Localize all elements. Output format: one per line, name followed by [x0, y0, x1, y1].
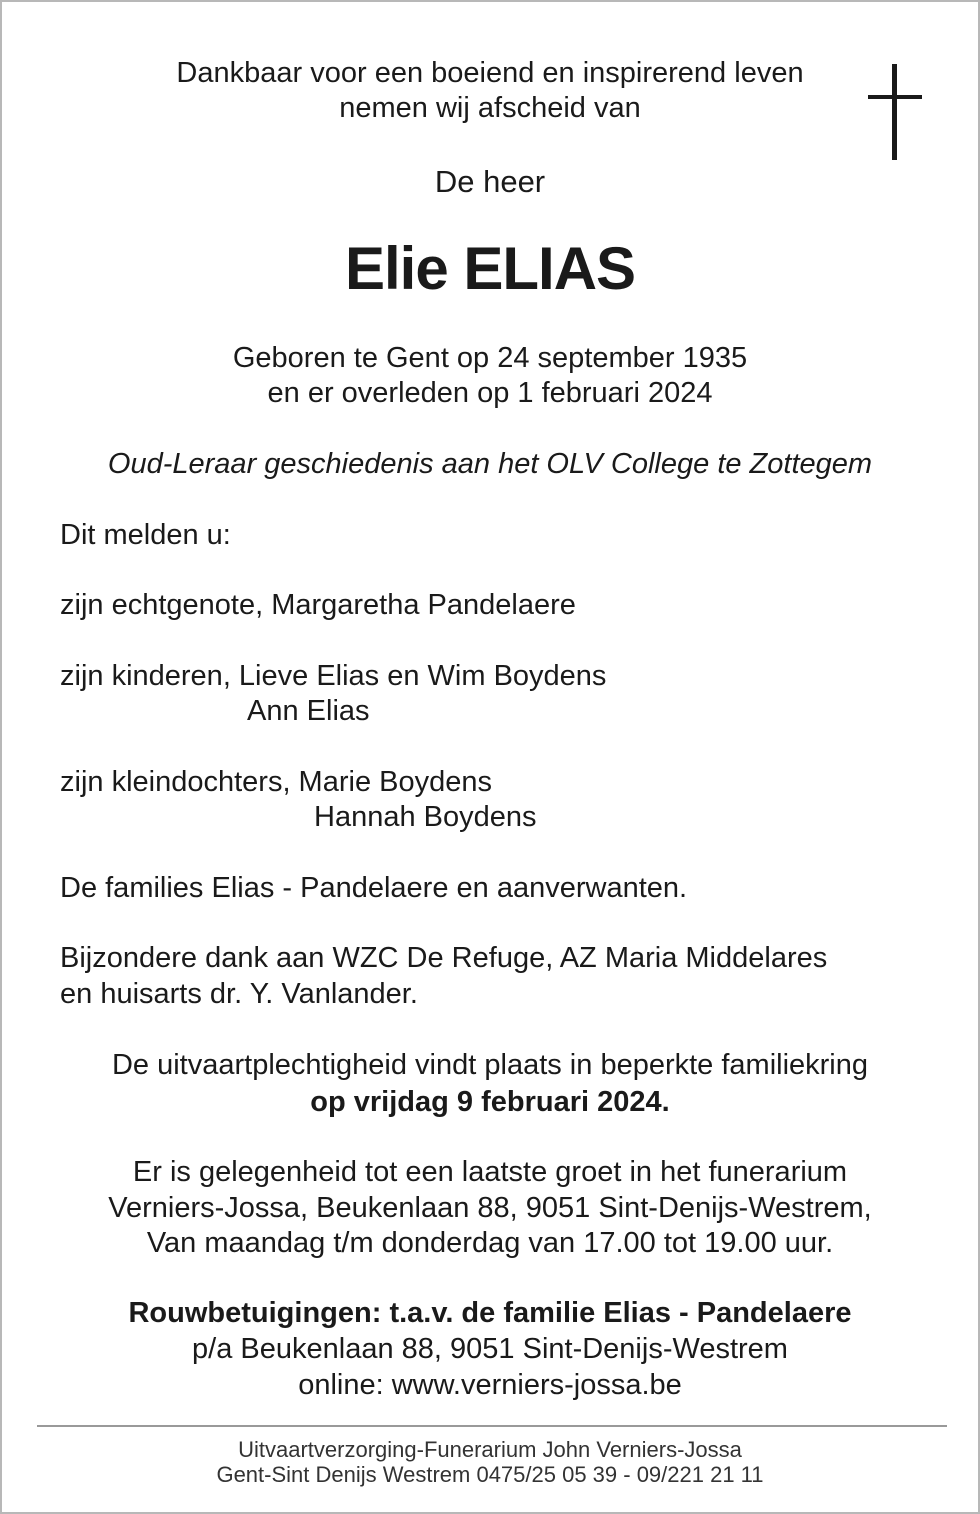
thanks-line-1: Bijzondere dank aan WZC De Refuge, AZ Maria Middelares: [60, 942, 828, 974]
ceremony-line-1: De uitvaartplechtigheid vindt plaats in beperkte familiekring: [111, 1049, 869, 1081]
intro-line-1: Dankbaar voor een boeiend en inspirerend leven: [176, 57, 804, 89]
occupation: Oud-Leraar geschiedenis aan het OLV College te Zottegem: [107, 448, 873, 480]
visitation-line-3: Van maandag t/m donderdag van 17.00 tot 19.00 uur.: [146, 1227, 834, 1259]
visitation-line-1: Er is gelegenheid tot een laatste groet in het funerarium: [132, 1156, 848, 1188]
grandchildren-line-2: Hannah Boydens: [314, 801, 537, 833]
spouse: zijn echtgenote, Margaretha Pandelaere: [60, 589, 576, 621]
announce: Dit melden u:: [60, 519, 231, 551]
footer-line-1: Uitvaartverzorging-Funerarium John Verniers-Jossa: [238, 1437, 742, 1462]
visitation-line-2: Verniers-Jossa, Beukenlaan 88, 9051 Sint-Denijs-Westrem,: [108, 1192, 872, 1224]
ceremony-date: op vrijdag 9 februari 2024.: [310, 1086, 670, 1118]
children-line-2: Ann Elias: [247, 695, 370, 727]
condolences-website[interactable]: online: www.verniers-jossa.be: [298, 1369, 682, 1401]
grandchildren-line-1: zijn kleindochters, Marie Boydens: [60, 766, 492, 798]
thanks-line-2: en huisarts dr. Y. Vanlander.: [60, 978, 418, 1010]
condolences-heading: Rouwbetuigingen: t.a.v. de familie Elias - Pandelaere: [128, 1297, 852, 1329]
intro-line-2: nemen wij afscheid van: [339, 92, 641, 124]
condolences-address: p/a Beukenlaan 88, 9051 Sint-Denijs-Westrem: [192, 1333, 788, 1365]
salutation: De heer: [434, 164, 546, 199]
children-line-1: zijn kinderen, Lieve Elias en Wim Boydens: [60, 660, 607, 692]
footer-line-2: Gent-Sint Denijs Westrem 0475/25 05 39 - 09/221 21 11: [216, 1462, 764, 1487]
families: De families Elias - Pandelaere en aanverwanten.: [60, 872, 688, 904]
deceased-name: Elie ELIAS: [344, 235, 636, 302]
footer-divider: [37, 1425, 947, 1427]
birth-line-2: en er overleden op 1 februari 2024: [267, 377, 713, 409]
birth-line-1: Geboren te Gent op 24 september 1935: [232, 342, 748, 374]
